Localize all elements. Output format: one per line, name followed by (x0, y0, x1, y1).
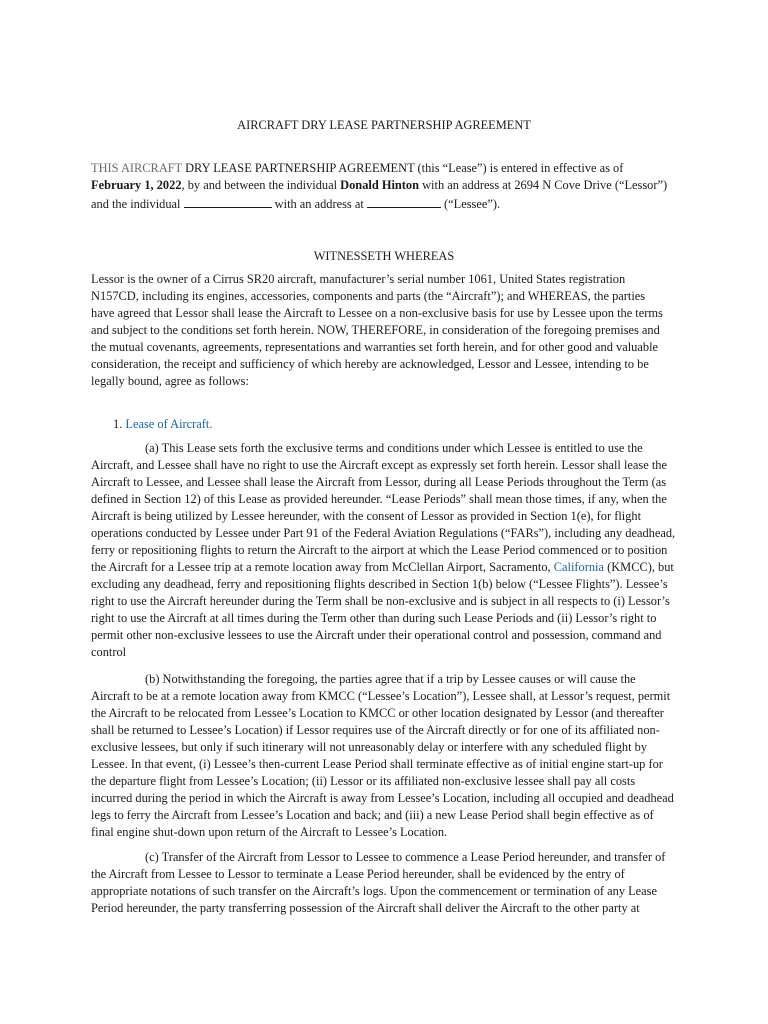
paragraph-1c: (c) Transfer of the Aircraft from Lessor to Lessee to commence a Lease Period hereunder, and transfer of the Aircraft from Lessee to Lessor to terminate a Lease Period hereunder, shall be evidenced by the entry of appropriate notations of such transfer on the Aircraft’s logs. Upon the commencement or termination of any Lease Period hereunder, the party transferring possession of the Aircraft shall deliver the Aircraft to the other party at (91, 850, 666, 915)
document-title: AIRCRAFT DRY LEASE PARTNERSHIP AGREEMENT (237, 118, 531, 132)
paragraph-1a-text-start: (a) This Lease sets forth the exclusive terms and conditions under which Lessee is entitled to use the Aircraft, and Lessee shall have no right to use the Aircraft except as expressly set forth herein. Lessor shall lease the Aircraft to Lessee, and Lessee shall lease the Aircraft from Lessor, during all Lease Periods throughout the Term (as defined in Section 12) of this Lease as provided hereunder. “Lease Periods” shall mean those times, if any, when the Aircraft is being utilized by Lessee hereunder, with the consent of Lessor as provided in Section 1(e), for flight operations conducted by Lessee under Part 91 of the Federal Aviation Regulations (“FARs”), including any deadhead, ferry or repositioning flights to return the Aircraft to the airport at which the Lease Period commenced or to position the Aircraft for a Lessee trip at a remote location away from McClellan Airport, Sacramento, (91, 441, 676, 574)
california-link[interactable]: California (553, 560, 604, 574)
agreement-date: February 1, 2022 (91, 178, 182, 192)
lessee-name-blank (184, 194, 272, 208)
intro-line3-c: (“Lessee”). (440, 197, 501, 211)
intro-paragraph (91, 160, 691, 213)
lessor-name: Donald Hinton (340, 178, 420, 192)
whereas-paragraph: Lessor is the owner of a Cirrus SR20 aircraft, manufacturer’s serial number 1061, United States registration N157CD, including its engines, accessories, components and parts (the “Aircraft”); and WHEREAS, the parties have agreed that Lessor shall lease the Aircraft to Lessee on a non-exclusive basis for use by Lessee upon the terms and subject to the conditions set forth herein. NOW, THEREFORE, in consideration of the foregoing premises and the mutual covenants, agreements, representations and warranties set forth herein, and for other good and valuable consideration, the receipt and sufficiency of which hereby are acknowledged, Lessor and Lessee, intending to be legally bound, agree as follows: (91, 272, 663, 388)
intro-lead-grey: THIS AIRCRAFT (91, 161, 182, 175)
paragraph-1a (91, 440, 677, 661)
lessee-address-blank (367, 194, 441, 208)
intro-line3-a: and the individual (91, 197, 184, 211)
paragraph-1a-text-end: (KMCC), but excluding any deadhead, ferry and repositioning flights described in Section 1(b) below (“Lessee Flights”). Lessee’s right to use the Aircraft hereunder during the Term shall be non-exclusive and is subject in all respects to (i) Lessor’s right to use the Aircraft at all times during the Term other than during such Lease Periods and (ii) Lessor’s right to permit other non-exclusive lessees to use the Aircraft under their operational control and possession, command and control (91, 560, 674, 659)
intro-after-date: , by and between the individual (181, 178, 341, 192)
intro-line3-b: with an address at (271, 197, 367, 211)
section-1-link[interactable]: Lease of Aircraft. (125, 417, 213, 431)
intro-lead-rest: DRY LEASE PARTNERSHIP AGREEMENT (this “Lease”) is entered in effective as of (182, 161, 624, 175)
paragraph-1b: (b) Notwithstanding the foregoing, the parties agree that if a trip by Lessee causes or will cause the Aircraft to be at a remote location away from KMCC (“Lessee’s Location”), Lessee shall, at Lessor’s request, permit the Aircraft to be relocated from Lessee’s Location to KMCC or other location designated by Lessor (and thereafter shall be returned to Lessee’s Location) if Lessor requires use of the Aircraft directly or for one of its affiliated non-exclusive lessees, but only if such itinerary will not unreasonably delay or interfere with any scheduled flight by Lessee. In that event, (i) Lessee’s then-current Lease Period shall terminate effective as of initial engine start-up for the departure flight from Lessee’s Location; (ii) Lessor or its affiliated non-exclusive lessee shall pay all costs incurred during the period in which the Aircraft is away from Lessee’s Location, including all occupied and deadhead legs to ferry the Aircraft from Lessee’s Location and back; and (iii) a new Lease Period shall begin effective as of final engine shut-down upon return of the Aircraft to Lessee’s Location. (91, 672, 674, 839)
witnesseth-heading: WITNESSETH WHEREAS (313, 249, 455, 263)
intro-after-lessor: with an address at 2694 N Cove Drive (“Lessor”) (419, 178, 668, 192)
section-1-number: 1. (113, 417, 123, 431)
section-1-heading (113, 416, 212, 433)
